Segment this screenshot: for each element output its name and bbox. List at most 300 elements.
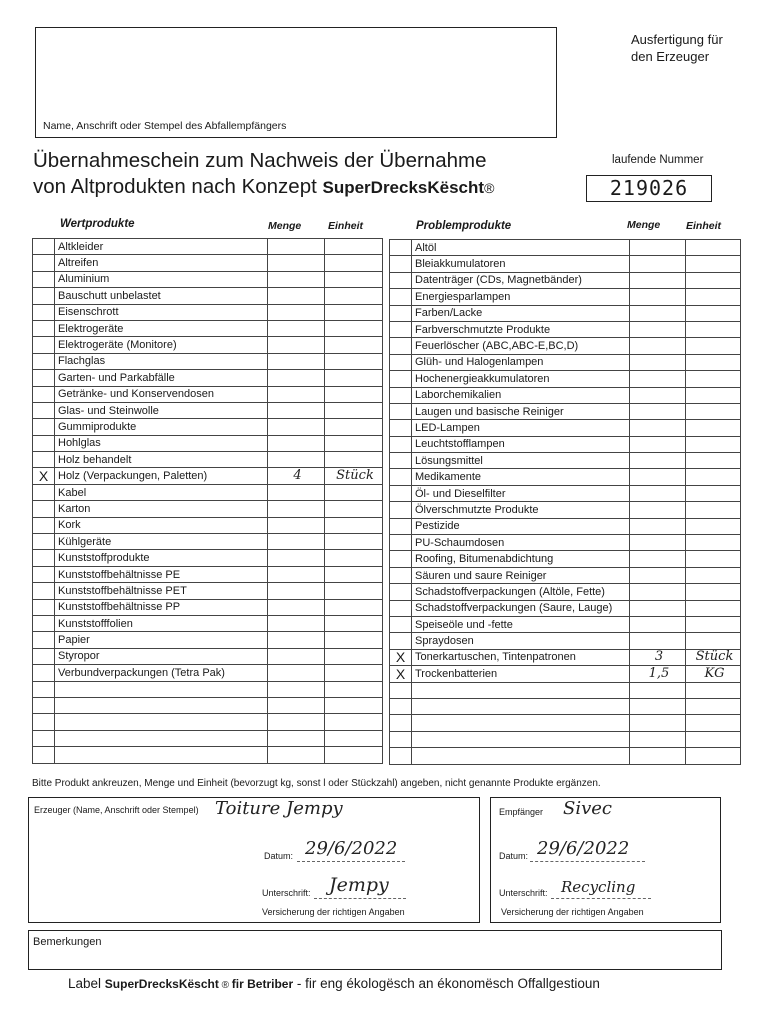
checkbox-cell[interactable] xyxy=(33,386,55,402)
remarks-label: Bemerkungen xyxy=(33,936,102,948)
table-row[interactable] xyxy=(390,485,741,501)
quantity-cell[interactable] xyxy=(630,371,686,387)
unit-cell[interactable] xyxy=(325,714,383,730)
table-row[interactable] xyxy=(390,649,741,665)
quantity-cell[interactable] xyxy=(630,256,686,272)
checkbox-cell[interactable] xyxy=(33,419,55,435)
table-row[interactable] xyxy=(390,502,741,518)
table-row[interactable] xyxy=(390,682,741,698)
quantity-cell[interactable] xyxy=(630,567,686,583)
checkbox-cell[interactable] xyxy=(390,338,412,354)
quantity-cell[interactable] xyxy=(268,632,325,648)
copy-note xyxy=(631,31,723,65)
table-row[interactable] xyxy=(390,256,741,272)
product-name: Trockenbatterien xyxy=(412,666,630,682)
unit-cell[interactable] xyxy=(686,633,741,649)
checkbox-cell[interactable] xyxy=(390,305,412,321)
table-row[interactable] xyxy=(390,403,741,419)
table-row[interactable] xyxy=(33,419,383,435)
table-row[interactable] xyxy=(390,616,741,632)
checkbox-cell[interactable] xyxy=(390,502,412,518)
table-row[interactable] xyxy=(33,730,383,746)
table-row[interactable] xyxy=(390,240,741,256)
quantity-cell[interactable] xyxy=(630,748,686,764)
right-header-qty: Menge xyxy=(627,219,661,231)
quantity-cell[interactable] xyxy=(268,681,325,697)
checkbox-cell[interactable] xyxy=(390,698,412,714)
quantity-cell[interactable] xyxy=(630,469,686,485)
checkbox-cell[interactable]: X xyxy=(33,468,55,484)
product-name: Kork xyxy=(55,517,268,533)
quantity-cell[interactable] xyxy=(630,551,686,567)
unit-cell[interactable]: Stück xyxy=(686,649,741,665)
checkbox-cell[interactable] xyxy=(390,371,412,387)
unit-cell[interactable] xyxy=(325,370,383,386)
checkbox-cell[interactable] xyxy=(390,403,412,419)
quantity-cell[interactable] xyxy=(630,387,686,403)
checkbox-cell[interactable] xyxy=(390,485,412,501)
checkbox-cell[interactable] xyxy=(33,681,55,697)
checkbox-cell[interactable] xyxy=(33,452,55,468)
checkbox-cell[interactable]: X xyxy=(390,649,412,665)
quantity-cell[interactable] xyxy=(268,517,325,533)
recipient-box-label: Name, Anschrift oder Stempel des Abfallempfängers xyxy=(43,120,287,132)
quantity-cell[interactable] xyxy=(268,747,325,763)
unit-cell[interactable] xyxy=(686,387,741,403)
quantity-cell[interactable] xyxy=(630,289,686,305)
quantity-cell[interactable]: 4 xyxy=(268,468,325,484)
quantity-cell[interactable] xyxy=(630,518,686,534)
table-row[interactable] xyxy=(33,697,383,713)
unit-cell[interactable] xyxy=(325,648,383,664)
unit-cell[interactable] xyxy=(686,240,741,256)
unit-cell[interactable] xyxy=(325,288,383,304)
table-row[interactable] xyxy=(33,534,383,550)
unit-cell[interactable]: Stück xyxy=(325,468,383,484)
producer-assurance: Versicherung der richtigen Angaben xyxy=(262,907,405,917)
unit-cell[interactable] xyxy=(325,452,383,468)
product-name: Schadstoffverpackungen (Altöle, Fette) xyxy=(412,584,630,600)
checkbox-cell[interactable] xyxy=(33,255,55,271)
checkbox-cell[interactable] xyxy=(33,320,55,336)
unit-cell[interactable] xyxy=(686,748,741,764)
unit-cell[interactable] xyxy=(686,453,741,469)
quantity-cell[interactable] xyxy=(630,436,686,452)
table-row[interactable] xyxy=(33,747,383,763)
unit-cell[interactable] xyxy=(686,420,741,436)
table-row[interactable] xyxy=(390,551,741,567)
table-row[interactable] xyxy=(390,436,741,452)
quantity-cell[interactable] xyxy=(630,682,686,698)
producer-name-value[interactable]: Toiture Jempy xyxy=(215,798,343,819)
checkbox-cell[interactable] xyxy=(390,436,412,452)
quantity-cell[interactable] xyxy=(268,386,325,402)
quantity-cell[interactable] xyxy=(268,304,325,320)
unit-cell[interactable] xyxy=(325,320,383,336)
table-row[interactable] xyxy=(33,550,383,566)
checkbox-cell[interactable] xyxy=(390,240,412,256)
checkbox-cell[interactable] xyxy=(390,256,412,272)
table-row[interactable] xyxy=(390,354,741,370)
quantity-cell[interactable] xyxy=(268,419,325,435)
unit-cell[interactable] xyxy=(325,239,383,255)
quantity-cell[interactable] xyxy=(268,566,325,582)
checkbox-cell[interactable] xyxy=(390,715,412,731)
table-row[interactable] xyxy=(33,648,383,664)
product-name: Spraydosen xyxy=(412,633,630,649)
checkbox-cell[interactable] xyxy=(33,583,55,599)
table-row[interactable] xyxy=(390,289,741,305)
unit-cell[interactable] xyxy=(325,304,383,320)
quantity-cell[interactable] xyxy=(268,353,325,369)
quantity-cell[interactable] xyxy=(268,255,325,271)
checkbox-cell[interactable] xyxy=(390,633,412,649)
checkbox-cell[interactable] xyxy=(33,353,55,369)
checkbox-cell[interactable] xyxy=(33,632,55,648)
checkbox-cell[interactable] xyxy=(390,289,412,305)
product-name: PU-Schaumdosen xyxy=(412,535,630,551)
table-row[interactable] xyxy=(33,320,383,336)
table-row[interactable] xyxy=(390,584,741,600)
quantity-cell[interactable] xyxy=(268,484,325,500)
checkbox-cell[interactable] xyxy=(33,517,55,533)
checkbox-cell[interactable] xyxy=(390,387,412,403)
unit-cell[interactable] xyxy=(325,501,383,517)
unit-cell[interactable] xyxy=(686,584,741,600)
quantity-cell[interactable] xyxy=(630,420,686,436)
unit-cell[interactable] xyxy=(686,485,741,501)
unit-cell[interactable] xyxy=(325,386,383,402)
receiver-sign-label: Unterschrift: xyxy=(499,888,548,898)
table-row[interactable] xyxy=(33,452,383,468)
title-line-1: Übernahmeschein zum Nachweis der Übernahme xyxy=(33,149,487,172)
checkbox-cell[interactable] xyxy=(390,535,412,551)
checkbox-cell[interactable] xyxy=(33,714,55,730)
product-name: Styropor xyxy=(55,648,268,664)
table-row[interactable] xyxy=(390,567,741,583)
product-name: Datenträger (CDs, Magnetbänder) xyxy=(412,272,630,288)
quantity-cell[interactable] xyxy=(630,698,686,714)
quantity-cell[interactable] xyxy=(268,320,325,336)
product-name: Altöl xyxy=(412,240,630,256)
unit-cell[interactable] xyxy=(686,469,741,485)
quantity-cell[interactable] xyxy=(630,731,686,747)
quantity-cell[interactable] xyxy=(630,715,686,731)
checkbox-cell[interactable] xyxy=(33,665,55,681)
table-row[interactable] xyxy=(390,321,741,337)
checkbox-cell[interactable] xyxy=(33,566,55,582)
table-row[interactable] xyxy=(33,599,383,615)
unit-cell[interactable] xyxy=(686,321,741,337)
checkbox-cell[interactable] xyxy=(390,584,412,600)
checkbox-cell[interactable] xyxy=(33,402,55,418)
quantity-cell[interactable] xyxy=(630,338,686,354)
unit-cell[interactable] xyxy=(686,354,741,370)
table-row[interactable] xyxy=(390,518,741,534)
checkbox-cell[interactable] xyxy=(33,501,55,517)
checkbox-cell[interactable] xyxy=(390,731,412,747)
unit-cell[interactable] xyxy=(325,255,383,271)
producer-signature[interactable]: Jempy xyxy=(329,874,389,896)
table-row[interactable] xyxy=(390,666,741,682)
checkbox-cell[interactable] xyxy=(33,435,55,451)
quantity-cell[interactable] xyxy=(268,501,325,517)
checkbox-cell[interactable] xyxy=(390,453,412,469)
table-row[interactable] xyxy=(33,484,383,500)
product-name: Öl- und Dieselfilter xyxy=(412,485,630,501)
checkbox-cell[interactable]: X xyxy=(390,666,412,682)
quantity-cell[interactable] xyxy=(268,583,325,599)
quantity-cell[interactable]: 1,5 xyxy=(630,666,686,682)
footer-registered: ® xyxy=(218,980,232,991)
quantity-cell[interactable] xyxy=(630,321,686,337)
checkbox-cell[interactable] xyxy=(390,551,412,567)
quantity-cell[interactable] xyxy=(268,452,325,468)
checkbox-cell[interactable] xyxy=(390,272,412,288)
checkbox-cell[interactable] xyxy=(390,518,412,534)
unit-cell[interactable] xyxy=(686,403,741,419)
table-row[interactable] xyxy=(33,517,383,533)
quantity-cell[interactable] xyxy=(268,402,325,418)
checkbox-cell[interactable] xyxy=(33,648,55,664)
unit-cell[interactable] xyxy=(686,272,741,288)
unit-cell[interactable] xyxy=(325,402,383,418)
table-row[interactable] xyxy=(33,435,383,451)
unit-cell[interactable] xyxy=(686,338,741,354)
unit-cell[interactable] xyxy=(325,697,383,713)
quantity-cell[interactable] xyxy=(268,337,325,353)
quantity-cell[interactable] xyxy=(630,502,686,518)
unit-cell[interactable] xyxy=(325,337,383,353)
unit-cell[interactable] xyxy=(686,305,741,321)
unit-cell[interactable] xyxy=(686,567,741,583)
checkbox-cell[interactable] xyxy=(33,730,55,746)
unit-cell[interactable] xyxy=(686,698,741,714)
unit-cell[interactable] xyxy=(686,502,741,518)
table-row[interactable] xyxy=(33,632,383,648)
table-row[interactable] xyxy=(390,748,741,764)
quantity-cell[interactable] xyxy=(630,403,686,419)
receiver-date-label: Datum: xyxy=(499,851,529,861)
product-name: Holz behandelt xyxy=(55,452,268,468)
quantity-cell[interactable] xyxy=(630,535,686,551)
checkbox-cell[interactable] xyxy=(33,288,55,304)
unit-cell[interactable] xyxy=(686,715,741,731)
unit-cell[interactable] xyxy=(325,484,383,500)
table-row[interactable] xyxy=(33,501,383,517)
table-row[interactable] xyxy=(33,681,383,697)
quantity-cell[interactable] xyxy=(268,599,325,615)
table-row[interactable] xyxy=(33,566,383,582)
unit-cell[interactable] xyxy=(686,256,741,272)
table-row[interactable] xyxy=(33,304,383,320)
unit-cell[interactable] xyxy=(686,731,741,747)
receiver-name-value[interactable]: Sivec xyxy=(563,798,612,819)
table-row[interactable] xyxy=(390,715,741,731)
unit-cell[interactable] xyxy=(325,583,383,599)
receiver-date-value[interactable]: 29/6/2022 xyxy=(537,838,630,859)
quantity-cell[interactable] xyxy=(268,615,325,631)
quantity-cell[interactable] xyxy=(268,271,325,287)
unit-cell[interactable] xyxy=(325,353,383,369)
checkbox-cell[interactable] xyxy=(390,321,412,337)
checkbox-cell[interactable] xyxy=(33,697,55,713)
quantity-cell[interactable] xyxy=(630,272,686,288)
quantity-cell[interactable] xyxy=(268,288,325,304)
producer-date-value[interactable]: 29/6/2022 xyxy=(305,838,398,859)
receiver-signature[interactable]: Recycling xyxy=(561,878,636,896)
unit-cell[interactable] xyxy=(686,371,741,387)
unit-cell[interactable] xyxy=(325,419,383,435)
table-row[interactable] xyxy=(390,387,741,403)
unit-cell[interactable]: KG xyxy=(686,666,741,682)
table-row[interactable] xyxy=(390,453,741,469)
checkbox-cell[interactable] xyxy=(33,239,55,255)
table-row[interactable] xyxy=(390,600,741,616)
table-row[interactable] xyxy=(33,271,383,287)
receiver-assurance: Versicherung der richtigen Angaben xyxy=(501,907,644,917)
unit-cell[interactable] xyxy=(325,566,383,582)
instructions-text: Bitte Produkt ankreuzen, Menge und Einheit (bevorzugt kg, sonst l oder Stückzahl) angeben, nicht genannte Produkte ergänzen. xyxy=(32,778,601,789)
unit-cell[interactable] xyxy=(325,615,383,631)
table-row[interactable] xyxy=(390,338,741,354)
table-row[interactable] xyxy=(390,469,741,485)
unit-cell[interactable] xyxy=(686,436,741,452)
table-row[interactable] xyxy=(33,583,383,599)
quantity-cell[interactable] xyxy=(268,714,325,730)
checkbox-cell[interactable] xyxy=(390,600,412,616)
checkbox-cell[interactable] xyxy=(33,304,55,320)
quantity-cell[interactable] xyxy=(630,354,686,370)
table-row[interactable] xyxy=(390,535,741,551)
unit-cell[interactable] xyxy=(325,681,383,697)
unit-cell[interactable] xyxy=(325,632,383,648)
quantity-cell[interactable] xyxy=(630,485,686,501)
table-row[interactable] xyxy=(33,239,383,255)
checkbox-cell[interactable] xyxy=(390,420,412,436)
product-name: Kunststofffolien xyxy=(55,615,268,631)
right-header-product: Problemprodukte xyxy=(416,220,512,232)
quantity-cell[interactable] xyxy=(630,633,686,649)
quantity-cell[interactable] xyxy=(268,648,325,664)
checkbox-cell[interactable] xyxy=(390,354,412,370)
checkbox-cell[interactable] xyxy=(390,567,412,583)
quantity-cell[interactable] xyxy=(268,550,325,566)
checkbox-cell[interactable] xyxy=(33,550,55,566)
table-row[interactable] xyxy=(33,714,383,730)
unit-cell[interactable] xyxy=(325,599,383,615)
product-name: Papier xyxy=(55,632,268,648)
unit-cell[interactable] xyxy=(325,271,383,287)
product-name xyxy=(55,697,268,713)
quantity-cell[interactable] xyxy=(630,616,686,632)
quantity-cell[interactable] xyxy=(630,240,686,256)
checkbox-cell[interactable] xyxy=(33,337,55,353)
quantity-cell[interactable] xyxy=(268,665,325,681)
quantity-cell[interactable] xyxy=(268,534,325,550)
quantity-cell[interactable] xyxy=(268,239,325,255)
checkbox-cell[interactable] xyxy=(33,615,55,631)
table-row[interactable] xyxy=(33,370,383,386)
table-row[interactable] xyxy=(33,255,383,271)
table-row[interactable] xyxy=(390,272,741,288)
unit-cell[interactable] xyxy=(325,550,383,566)
table-row[interactable] xyxy=(390,305,741,321)
quantity-cell[interactable] xyxy=(630,453,686,469)
unit-cell[interactable] xyxy=(686,518,741,534)
unit-cell[interactable] xyxy=(325,747,383,763)
quantity-cell[interactable] xyxy=(268,730,325,746)
unit-cell[interactable] xyxy=(686,616,741,632)
unit-cell[interactable] xyxy=(686,600,741,616)
recipient-box[interactable] xyxy=(35,27,557,138)
unit-cell[interactable] xyxy=(686,289,741,305)
table-row[interactable] xyxy=(390,371,741,387)
checkbox-cell[interactable] xyxy=(33,370,55,386)
table-row[interactable] xyxy=(33,402,383,418)
quantity-cell[interactable] xyxy=(268,435,325,451)
receiver-sign-line xyxy=(551,898,651,899)
product-name: Feuerlöscher (ABC,ABC-E,BC,D) xyxy=(412,338,630,354)
quantity-cell[interactable] xyxy=(268,697,325,713)
table-row[interactable] xyxy=(390,420,741,436)
checkbox-cell[interactable] xyxy=(33,747,55,763)
checkbox-cell[interactable] xyxy=(33,599,55,615)
quantity-cell[interactable]: 3 xyxy=(630,649,686,665)
table-row[interactable] xyxy=(390,731,741,747)
product-name: Kunststoffbehältnisse PE xyxy=(55,566,268,582)
checkbox-cell[interactable] xyxy=(33,534,55,550)
unit-cell[interactable] xyxy=(325,534,383,550)
table-row[interactable] xyxy=(390,633,741,649)
product-name xyxy=(412,698,630,714)
unit-cell[interactable] xyxy=(686,551,741,567)
table-row[interactable] xyxy=(390,698,741,714)
product-name: Farbverschmutzte Produkte xyxy=(412,321,630,337)
quantity-cell[interactable] xyxy=(630,584,686,600)
product-name: Speiseöle und -fette xyxy=(412,616,630,632)
receiver-date-line xyxy=(530,861,645,862)
product-name: Flachglas xyxy=(55,353,268,369)
checkbox-cell[interactable] xyxy=(33,271,55,287)
quantity-cell[interactable] xyxy=(630,305,686,321)
product-name: LED-Lampen xyxy=(412,420,630,436)
remarks-box[interactable] xyxy=(28,930,722,970)
left-header-product: Wertprodukte xyxy=(60,218,135,230)
table-row[interactable] xyxy=(33,665,383,681)
producer-date-line xyxy=(297,861,405,862)
unit-cell[interactable] xyxy=(325,517,383,533)
unit-cell[interactable] xyxy=(686,682,741,698)
checkbox-cell[interactable] xyxy=(390,616,412,632)
unit-cell[interactable] xyxy=(325,435,383,451)
unit-cell[interactable] xyxy=(686,535,741,551)
table-row[interactable] xyxy=(33,468,383,484)
checkbox-cell[interactable] xyxy=(390,469,412,485)
table-row[interactable] xyxy=(33,337,383,353)
quantity-cell[interactable] xyxy=(630,600,686,616)
table-row[interactable] xyxy=(33,615,383,631)
checkbox-cell[interactable] xyxy=(33,484,55,500)
checkbox-cell[interactable] xyxy=(390,682,412,698)
unit-cell[interactable] xyxy=(325,730,383,746)
table-row[interactable] xyxy=(33,353,383,369)
quantity-cell[interactable] xyxy=(268,370,325,386)
table-row[interactable] xyxy=(33,386,383,402)
table-row[interactable] xyxy=(33,288,383,304)
checkbox-cell[interactable] xyxy=(390,748,412,764)
unit-cell[interactable] xyxy=(325,665,383,681)
